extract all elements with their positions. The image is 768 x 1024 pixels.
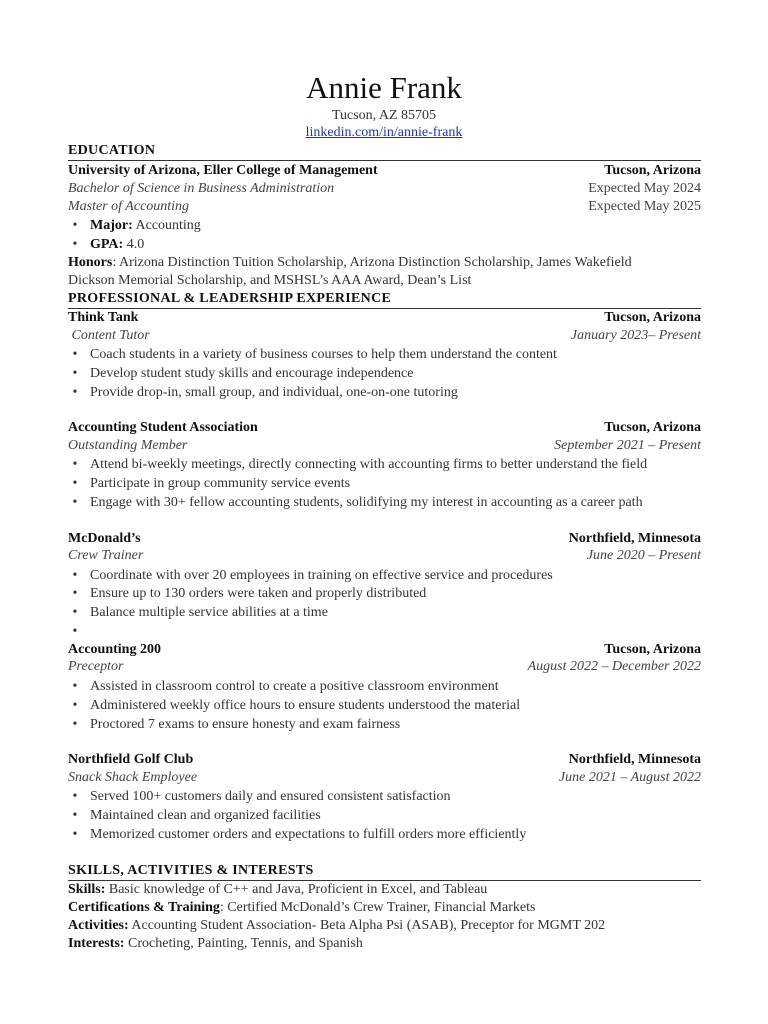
major-value: Accounting [132, 218, 201, 233]
job-role-row [68, 437, 701, 455]
job-org: McDonald’s [68, 531, 141, 546]
degree-2: Master of Accounting [68, 199, 190, 214]
interests-line [68, 935, 708, 953]
bullet-icon: • [72, 218, 78, 233]
job-role-row [68, 547, 701, 565]
interests-value: Crocheting, Painting, Tennis, and Spanish [124, 936, 363, 951]
bullet-icon: • [72, 789, 78, 804]
degree-row-2 [68, 198, 701, 216]
job-org: Accounting 200 [68, 642, 161, 657]
bullet-text: Coach students in a variety of business courses to help them understand the content [90, 347, 557, 362]
bullet-icon: • [72, 698, 78, 713]
bullet-icon: • [72, 495, 78, 510]
job-header-row [68, 309, 701, 327]
job-org: Think Tank [68, 310, 139, 325]
job-role-row [68, 327, 701, 345]
certifications-label: Certifications & Training [68, 900, 220, 915]
bullet-icon: • [72, 457, 78, 472]
activities-value: Accounting Student Association- Beta Alpha Psi (ASAB), Preceptor for MGMT 202 [128, 918, 606, 933]
bullet-icon: • [72, 476, 78, 491]
job-location: Northfield, Minnesota [568, 531, 701, 546]
bullet-text: Engage with 30+ fellow accounting students, solidifying my interest in accounting as a career path [90, 495, 643, 510]
job-org: Accounting Student Association [68, 420, 258, 435]
job-location: Tucson, Arizona [604, 310, 701, 325]
bullet-icon: • [72, 827, 78, 842]
gpa-label: GPA: [90, 237, 124, 252]
bullet-text: Proctored 7 exams to ensure honesty and exam fairness [90, 717, 401, 732]
experience-heading: PROFESSIONAL & LEADERSHIP EXPERIENCE [68, 290, 701, 309]
bullet-text: Develop student study skills and encourage independence [90, 366, 414, 381]
job-dates: January 2023– Present [570, 328, 701, 343]
skills-heading: SKILLS, ACTIVITIES & INTERESTS [68, 862, 701, 881]
education-school-row [68, 162, 701, 180]
job-role: Crew Trainer [68, 548, 144, 563]
bullet-icon: • [72, 808, 78, 823]
education-heading: EDUCATION [68, 142, 701, 161]
interests-label: Interests: [68, 936, 125, 951]
job-location: Tucson, Arizona [604, 420, 701, 435]
bullet-icon: • [72, 347, 78, 362]
job-dates: June 2021 – August 2022 [558, 770, 701, 785]
job-role: Content Tutor [68, 328, 150, 343]
skills-line [68, 881, 708, 899]
degree-row-1 [68, 180, 701, 198]
bullet-text: Maintained clean and organized facilities [90, 808, 321, 823]
bullet-text: Provide drop-in, small group, and individual, one-on-one tutoring [90, 385, 458, 400]
bullet-text: Attend bi-weekly meetings, directly connecting with accounting firms to better understand the field [90, 457, 648, 472]
bullet-text: Administered weekly office hours to ensure students understood the material [90, 698, 521, 713]
job-location: Tucson, Arizona [604, 642, 701, 657]
bullet-text: Assisted in classroom control to create a positive classroom environment [90, 679, 499, 694]
school-name: University of Arizona, Eller College of Management [68, 163, 378, 178]
bullet-text: Served 100+ customers daily and ensured consistent satisfaction [90, 789, 451, 804]
bullet-icon: • [72, 366, 78, 381]
certifications-value: : Certified McDonald’s Crew Trainer, Financial Markets [219, 900, 536, 915]
bullet-icon: • [72, 624, 78, 639]
job-org: Northfield Golf Club [68, 752, 194, 767]
job-header-row [68, 751, 701, 769]
bullet-icon: • [72, 586, 78, 601]
bullet-icon: • [72, 385, 78, 400]
honors-line-1 [68, 254, 708, 272]
bullet-text: Coordinate with over 20 employees in training on effective service and procedures [90, 568, 553, 583]
job-dates: June 2020 – Present [586, 548, 701, 563]
bullet-text: Balance multiple service abilities at a time [90, 605, 328, 620]
job-role: Snack Shack Employee [68, 770, 198, 785]
bullet-text: Ensure up to 130 orders were taken and properly distributed [90, 586, 427, 601]
job-header-row [68, 419, 701, 437]
job-dates: September 2021 – Present [554, 438, 701, 453]
degree-1-date: Expected May 2024 [588, 181, 701, 196]
honors-text-1: : Arizona Distinction Tuition Scholarship, Arizona Distinction Scholarship, James Wakefield [112, 255, 632, 270]
activities-line [68, 917, 708, 935]
bullet-icon: • [72, 605, 78, 620]
job-role: Outstanding Member [68, 438, 188, 453]
candidate-name: Annie Frank [306, 70, 462, 105]
certifications-line [68, 899, 708, 917]
linkedin-link[interactable]: linkedin.com/in/annie-frank [305, 125, 463, 140]
honors-label: Honors [68, 255, 113, 270]
job-header-row [68, 530, 701, 548]
school-location: Tucson, Arizona [604, 163, 701, 178]
degree-2-date: Expected May 2025 [588, 199, 701, 214]
bullet-text: Memorized customer orders and expectations to fulfill orders more efficiently [90, 827, 527, 842]
job-dates: August 2022 – December 2022 [527, 659, 701, 674]
skills-value: Basic knowledge of C++ and Java, Proficient in Excel, and Tableau [105, 882, 488, 897]
bullet-icon: • [72, 237, 78, 252]
candidate-location: Tucson, AZ 85705 [331, 108, 437, 123]
activities-label: Activities: [68, 918, 129, 933]
bullet-icon: • [72, 717, 78, 732]
bullet-text: Participate in group community service events [90, 476, 351, 491]
job-role-row [68, 658, 701, 676]
gpa-value: 4.0 [123, 237, 145, 252]
skills-label: Skills: [68, 882, 106, 897]
bullet-icon: • [72, 679, 78, 694]
job-role-row [68, 769, 701, 787]
job-header-row [68, 641, 701, 659]
major-label: Major: [90, 218, 133, 233]
job-location: Northfield, Minnesota [568, 752, 701, 767]
job-role: Preceptor [68, 659, 124, 674]
degree-1: Bachelor of Science in Business Administration [68, 181, 335, 196]
honors-text-2: Dickson Memorial Scholarship, and MSHSL’s AAA Award, Dean’s List [68, 273, 472, 288]
bullet-icon: • [72, 568, 78, 583]
